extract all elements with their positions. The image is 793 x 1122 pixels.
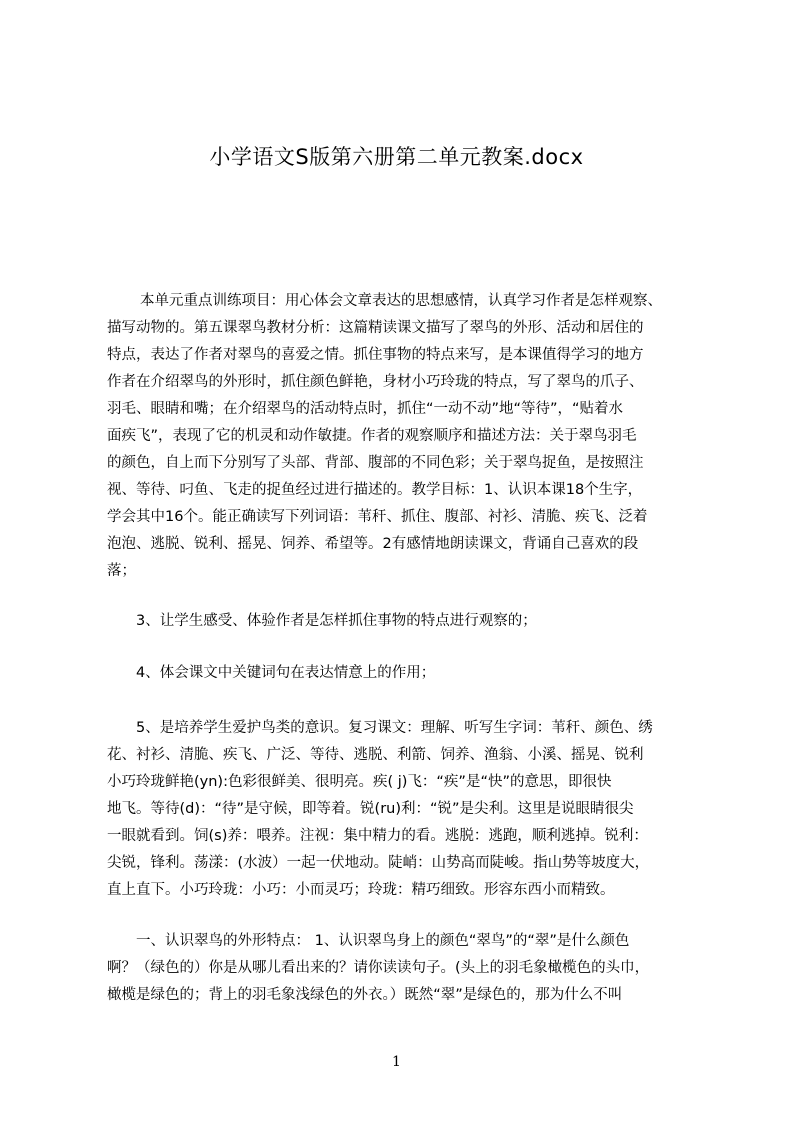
paragraph-line: 学会其中16个。能正确读写下列词语：苇秆、抓住、腹部、衬衫、清脆、疾飞、泛着 (107, 509, 648, 525)
paragraph-line: 花、衬衫、清脆、疾飞、广泛、等待、逃脱、利箭、饲养、渔翁、小溪、摇晃、锐利 (107, 747, 644, 763)
paragraph-line: 泡泡、逃脱、锐利、摇晃、饲养、希望等。2有感情地朗读课文，背诵自己喜欢的段 (107, 536, 639, 552)
paragraph-line: 3、让学生感受、体验作者是怎样抓住事物的特点进行观察的； (136, 613, 537, 629)
paragraph-line: 的颜色，自上而下分别写了头部、背部、腹部的不同色彩；关于翠鸟捉鱼，是按照注 (107, 455, 644, 471)
paragraph-line: 啊？（绿色的）你是从哪儿看出来的？请你读读句子。(头上的羽毛象橄榄色的头巾， (107, 960, 650, 976)
paragraph-line: 作者在介绍翠鸟的外形时，抓住颜色鲜艳，身材小巧玲珑的特点，写了翠鸟的爪子、 (107, 374, 644, 390)
paragraph-line: 一眼就看到。饲(s)养：喂养。注视：集中精力的看。逃脱：逃跑，顺利逃掉。锐利： (107, 828, 648, 844)
paragraph-line: 特点，表达了作者对翠鸟的喜爱之情。抓住事物的特点来写，是本课值得学习的地方 (107, 347, 644, 363)
paragraph-line: 5、是培养学生爱护鸟类的意识。复习课文：理解、听写生字词：苇秆、颜色、绣 (136, 720, 653, 736)
paragraph-line: 尖锐，锋利。荡漾：(水波）一起一伏地动。陡峭：山势高而陡峻。指山势等坡度大， (107, 855, 650, 871)
paragraph-line: 面疾飞”，表现了它的机灵和动作敏捷。作者的观察顺序和描述方法：关于翠鸟羽毛 (107, 428, 637, 444)
paragraph-line: 一、认识翠鸟的外形特点： 1、认识翠鸟身上的颜色“翠鸟”的“翠”是什么颜色 (136, 933, 630, 949)
paragraph-line: 小巧玲珑鲜艳(yn):色彩很鲜美、很明亮。疾( j)飞：“疾”是“快”的意思，即很快 (107, 774, 612, 790)
paragraph-line: 羽毛、眼睛和嘴；在介绍翠鸟的活动特点时，抓住“一动不动”地“等待”，“贴着水 (107, 401, 624, 417)
paragraph-line: 地飞。等待(d)：“待”是守候，即等着。锐(ru)利：“锐”是尖利。这里是说眼睛很尖 (107, 801, 634, 817)
paragraph-line: 4、体会课文中关键词句在表达情意上的作用； (136, 665, 436, 681)
paragraph-line: 视、等待、叼鱼、飞走的捉鱼经过进行描述的。教学目标：1、认识本课18个生字， (107, 482, 643, 498)
paragraph-line: 描写动物的。第五课翠鸟教材分析：这篇精读课文描写了翠鸟的外形、活动和居住的 (107, 320, 644, 336)
paragraph-line: 直上直下。小巧玲珑：小巧：小而灵巧；玲珑：精巧细致。形容东西小而精致。 (107, 882, 615, 898)
page-number: 1 (392, 1054, 401, 1070)
paragraph-line: 橄榄是绿色的；背上的羽毛象浅绿色的外衣。）既然“翠”是绿色的，那为什么不叫 (107, 987, 623, 1003)
paragraph-line: 落； (107, 563, 136, 579)
paragraph-line: 本单元重点训练项目：用心体会文章表达的思想感情，认真学习作者是怎样观察、 (140, 293, 662, 309)
document-title: 小学语文S版第六册第二单元教案.docx (209, 145, 584, 169)
